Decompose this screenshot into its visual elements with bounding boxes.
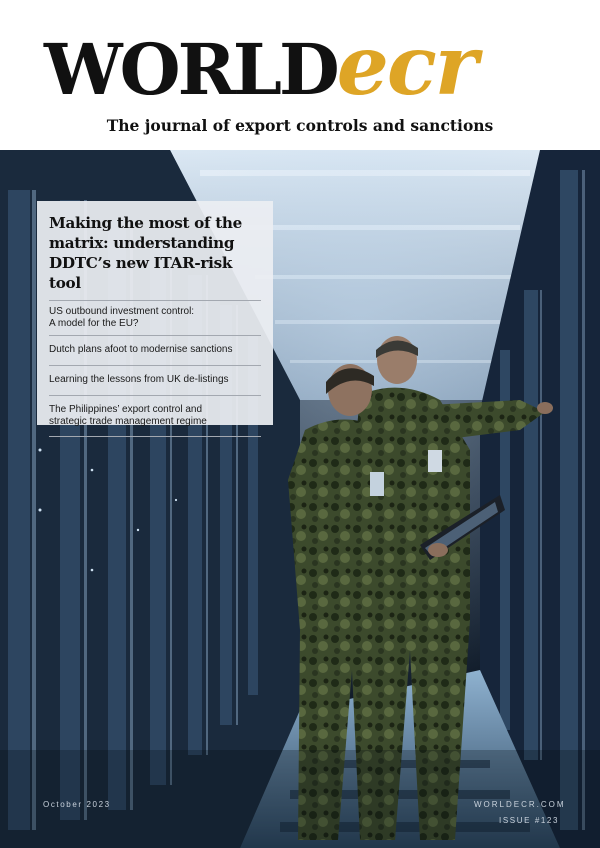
story-line: Dutch plans afoot to modernise sanctions [49, 344, 233, 355]
story-line: US outbound investment control: [49, 306, 195, 317]
issue-number: ISSUE #123 [499, 816, 560, 825]
issue-date: October 2023 [43, 800, 111, 809]
logo-ecr-text: ecr [336, 18, 476, 114]
story-line: A model for the EU? [49, 318, 139, 329]
story-item[interactable] [49, 335, 261, 365]
tagline: The journal of export controls and sanctions [106, 116, 494, 135]
story-line: Learning the lessons from UK de-listings [49, 374, 229, 385]
feature-headline: Making the most of the matrix: understanding DDTC’s new ITAR-risk tool [49, 214, 243, 292]
story-line: strategic trade management regime [49, 416, 207, 427]
logo-world-text: WORLD [44, 28, 337, 111]
masthead [0, 0, 600, 150]
story-line: The Philippines’ export control and [49, 404, 203, 415]
story-item[interactable] [49, 365, 261, 395]
story-item[interactable] [49, 395, 261, 437]
website-link[interactable]: WORLDECR.COM [474, 800, 566, 809]
story-item[interactable] [49, 300, 261, 335]
contents-panel [37, 201, 273, 425]
worldecr-logo [44, 18, 564, 118]
